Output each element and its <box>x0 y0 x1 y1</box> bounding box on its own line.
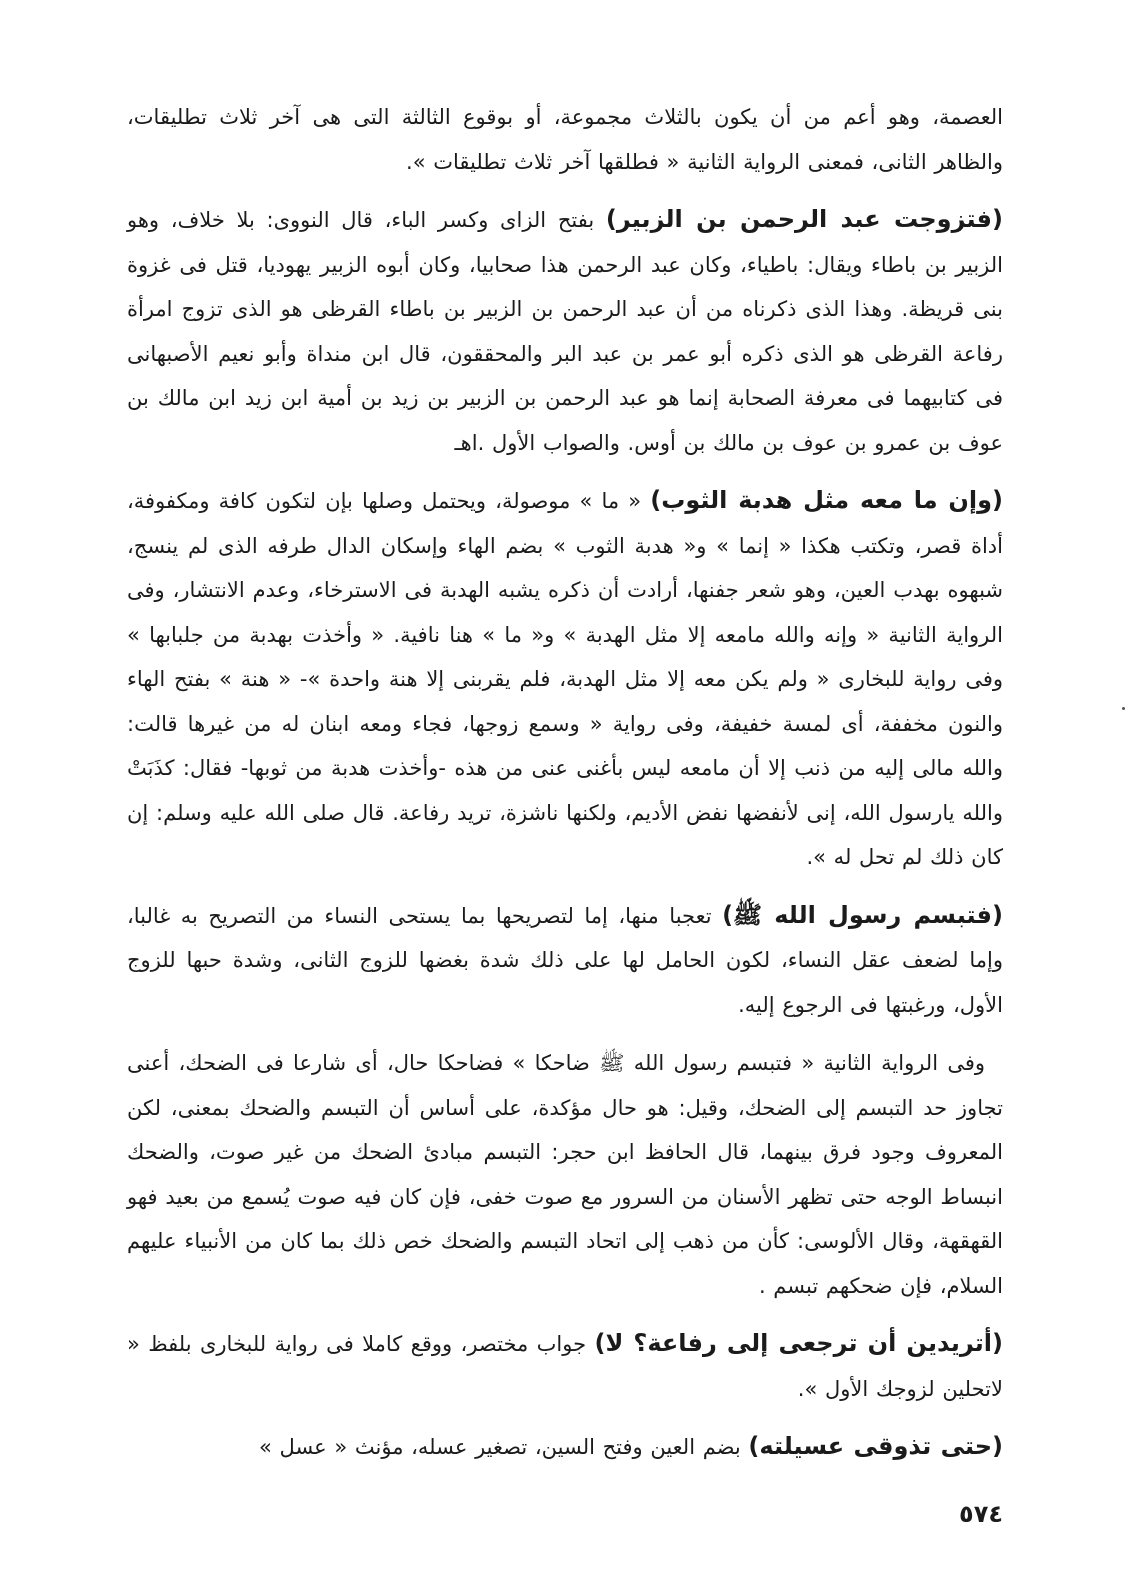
paragraph-7-text: بضم العين وفتح السين، تصغير عسله، مؤنث « عسل » <box>259 1435 749 1459</box>
paragraph-6-heading: (أتريدين أن ترجعى إلى رفاعة؟ لا) <box>594 1329 1003 1357</box>
page-number: ٥٧٤ <box>959 1500 1003 1528</box>
paragraph-1-text: العصمة، وهو أعم من أن يكون بالثلاث مجموعة، أو بوقوع الثالثة التى هى آخر ثلاث تطليقات، والظاهر الثانى، فمعنى الرواية الثانية « فطلقها آخر ثلاث تطليقات ». <box>127 105 1003 174</box>
paragraph-2 <box>127 197 1003 465</box>
paragraph-3-text: « ما » موصولة، ويحتمل وصلها بإن لتكون كافة ومكفوفة، أداة قصر، وتكتب هكذا « إنما » و« هدبة الثوب » بضم الهاء وإسكان الدال طرفه الذى لم ينسج، شبهوه بهدب العين، وهو شعر جفنها، أرادت أن ذكره يشبه الهدبة فى الاسترخاء، وعدم الانتشار، وفى الرواية الثانية « وإنه والله مامعه إلا مثل الهدبة » و« ما » هنا نافية. « وأخذت بهدبة من جلبابها » وفى رواية للبخارى « ولم يكن معه إلا مثل الهدبة، فلم يقربنى إلا هنة واحدة »- « هنة » بفتح الهاء والنون مخففة، أى لمسة خفيفة، وفى رواية « وسمع زوجها، فجاء ومعه ابنان له من غيرها قالت: والله مالى إليه من ذنب إلا أن مامعه ليس بأغنى عنى من هذه -وأخذت هدبة من ثوبها- فقال: كذَبَتْ والله يارسول الله، إنى لأنفضها نفض الأديم، ولكنها ناشزة، تريد رفاعة. قال صلى الله عليه وسلم: إن كان ذلك لم تحل له ». <box>127 489 1003 869</box>
page-body <box>127 94 1003 1470</box>
paragraph-5-text: وفى الرواية الثانية « فتبسم رسول الله ﷺ ضاحكا » فضاحكا حال، أى شارعا فى الضحك، أعنى تجاوز حد التبسم إلى الضحك، وقيل: هو حال مؤكدة، على أساس أن التبسم والضحك بمعنى، لكن المعروف وجود فرق بينهما، قال الحافظ ابن حجر: التبسم مبادئ الضحك من غير صوت، والضحك انبساط الوجه حتى تظهر الأسنان من السرور مع صوت خفى، فإن كان فيه صوت يُسمع من بعيد فهو القهقهة، وقال الألوسى: كأن من ذهب إلى اتحاد التبسم والضحك خص ذلك بما كان من الأنبياء عليهم السلام، فإن ضحكهم تبسم . <box>127 1051 1003 1298</box>
paragraph-6 <box>127 1321 1003 1411</box>
paragraph-5 <box>127 1040 1003 1308</box>
paragraph-2-heading: (فتزوجت عبد الرحمن بن الزبير) <box>605 205 1003 233</box>
paragraph-6-text: جواب مختصر، ووقع كاملا فى رواية للبخارى بلفظ « لاتحلين لزوجك الأول ». <box>127 1332 1003 1401</box>
paragraph-3-heading: (وإن ما معه مثل هدبة الثوب) <box>650 486 1004 514</box>
margin-mark <box>1122 707 1125 710</box>
paragraph-4 <box>127 893 1003 1028</box>
paragraph-7 <box>127 1424 1003 1470</box>
paragraph-2-text: بفتح الزاى وكسر الباء، قال النووى: بلا خلاف، وهو الزبير بن باطاء ويقال: باطياء، وكان عبد الرحمن هذا صحابيا، وكان أبوه الزبير يهوديا، قتل فى غزوة بنى قريظة. وهذا الذى ذكرناه من أن عبد الرحمن بن الزبير بن باطاء القرظى هو الذى تزوج امرأة رفاعة القرظى هو الذى ذكره أبو عمر بن عبد البر والمحققون، قال ابن منداة وأبو نعيم الأصبهانى فى كتابيهما فى معرفة الصحابة إنما هو عبد الرحمن بن الزبير بن زيد بن أمية ابن زيد ابن مالك بن عوف بن عمرو بن عوف بن مالك بن أوس. والصواب الأول .اهـ <box>127 208 1003 455</box>
paragraph-3 <box>127 478 1003 880</box>
paragraph-4-heading: (فتبسم رسول الله ﷺ) <box>722 900 1003 929</box>
paragraph-4-text: تعجبا منها، إما لتصريحها بما يستحى النساء من التصريح به غالبا، وإما لضعف عقل النساء، لكون الحامل لها على ذلك شدة بغضها للزوج الثانى، وشدة حبها للزوج الأول، ورغبتها فى الرجوع إليه. <box>127 903 1003 1017</box>
paragraph-1 <box>127 94 1003 184</box>
paragraph-7-heading: (حتى تذوقى عسيلته) <box>748 1432 1003 1460</box>
